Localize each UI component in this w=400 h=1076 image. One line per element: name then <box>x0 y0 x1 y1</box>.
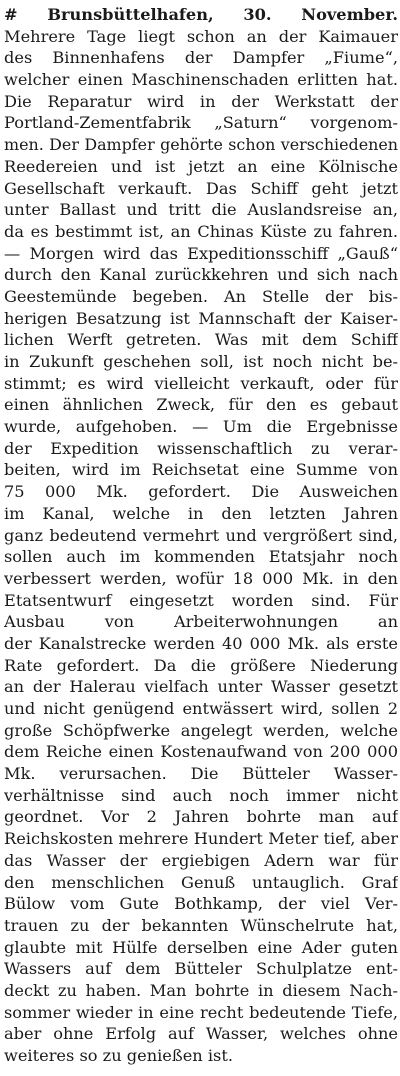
article-line: und nicht genügend entwässert wird, sollen 2 <box>4 699 398 718</box>
article-line: Die Reparatur wird in der Werkstatt der <box>4 91 398 111</box>
article-line: an der Halerau vielfach unter Wasser gesetzt <box>4 677 398 697</box>
article-line: in Zukunft geschehen soll, ist noch nicht be- <box>4 352 398 371</box>
article-line: Reedereien und ist jetzt an eine Kölnische <box>4 156 398 176</box>
article-line: da es bestimmt ist, an Chinas Küste zu fahren. <box>4 221 398 241</box>
article-line: Reichskosten mehrere Hundert Meter tief, aber <box>4 829 398 849</box>
article-line: unter Ballast und tritt die Auslandsreise an, <box>4 200 398 220</box>
article-line: Etatsentwurf eingesetzt worden sind. Für <box>4 590 398 610</box>
article-dateline: # Brunsbüttelhafen, 30. November. <box>4 5 398 24</box>
article-line: 75 000 Mk. gefordert. Die Ausweichen <box>4 482 398 502</box>
article-line: verbessert werden, wofür 18 000 Mk. in den <box>4 568 398 588</box>
article-line: der Kanalstrecke werden 40 000 Mk. als erste <box>4 633 398 653</box>
article-line: Portland-Zementfabrik „Saturn“ vorgenom- <box>4 113 398 133</box>
article-line: verhältnisse sind auch noch immer nicht <box>4 785 398 805</box>
article-line: weiteres so zu genießen ist. <box>4 1046 233 1065</box>
article-line: aber ohne Erfolg auf Wasser, welches ohne <box>4 1024 398 1044</box>
article-line: Rate gefordert. Da die größere Niederung <box>4 655 398 675</box>
article-line: men. Der Dampfer gehörte schon verschiedenen <box>4 135 398 155</box>
article-line: durch den Kanal zurückkehren und sich nach <box>4 265 398 285</box>
article-line: geordnet. Vor 2 Jahren bohrte man auf <box>4 807 398 827</box>
article-line: der Expedition wissenschaftlich zu verar- <box>4 438 398 458</box>
article-line: welcher einen Maschinenschaden erlitten hat. <box>4 70 398 90</box>
article-line: beiten, wird im Reichsetat eine Summe von <box>4 460 398 480</box>
article-line: Wassers auf dem Bütteler Schulplatze ent- <box>4 959 398 979</box>
article-line: des Binnenhafens der Dampfer „Fiume“, <box>4 48 398 68</box>
article-line: einen ähnlichen Zweck, für den es gebaut <box>4 395 398 415</box>
article-line: lichen Werft getreten. Was mit dem Schiff <box>4 330 398 350</box>
article-line: deckt zu haben. Man bohrte in diesem Nach- <box>4 980 398 1000</box>
article-line: Mehrere Tage liegt schon an der Kaimauer <box>4 26 398 46</box>
article-line: Geestemünde begeben. An Stelle der bis- <box>4 286 398 306</box>
article-line: trauen zu der bekannten Wünschelrute hat, <box>4 915 398 935</box>
article-line: Ausbau von Arbeiterwohnungen an <box>4 612 398 632</box>
article-line: Gesellschaft verkauft. Das Schiff geht jetzt <box>4 178 398 198</box>
article-line: das Wasser der ergiebigen Adern war für <box>4 850 398 870</box>
article-line: herigen Besatzung ist Mannschaft der Kaiser- <box>4 308 398 328</box>
article-line: im Kanal, welche in den letzten Jahren <box>4 503 398 523</box>
article-line: große Schöpfwerke angelegt werden, welche <box>4 720 398 740</box>
article-line: Mk. verursachen. Die Bütteler Wasser- <box>4 764 398 784</box>
article-line: Bülow vom Gute Bothkamp, der viel Ver- <box>4 894 398 914</box>
article-line: wurde, aufgehoben. — Um die Ergebnisse <box>4 417 398 437</box>
article-line: sollen auch im kommenden Etatsjahr noch <box>4 547 398 567</box>
article-line: den menschlichen Genuß untauglich. Graf <box>4 872 398 892</box>
article-line: dem Reiche einen Kostenaufwand von 200 000 <box>4 742 398 762</box>
article-line: stimmt; es wird vielleicht verkauft, oder für <box>4 373 398 393</box>
article-line: sommer wieder in eine recht bedeutende Tiefe, <box>4 1002 398 1022</box>
article-line: ganz bedeutend vermehrt und vergrößert sind, <box>4 525 398 545</box>
article-line: — Morgen wird das Expeditionsschiff „Gauß“ <box>4 243 398 263</box>
article-line: glaubte mit Hülfe derselben eine Ader guten <box>4 937 398 957</box>
